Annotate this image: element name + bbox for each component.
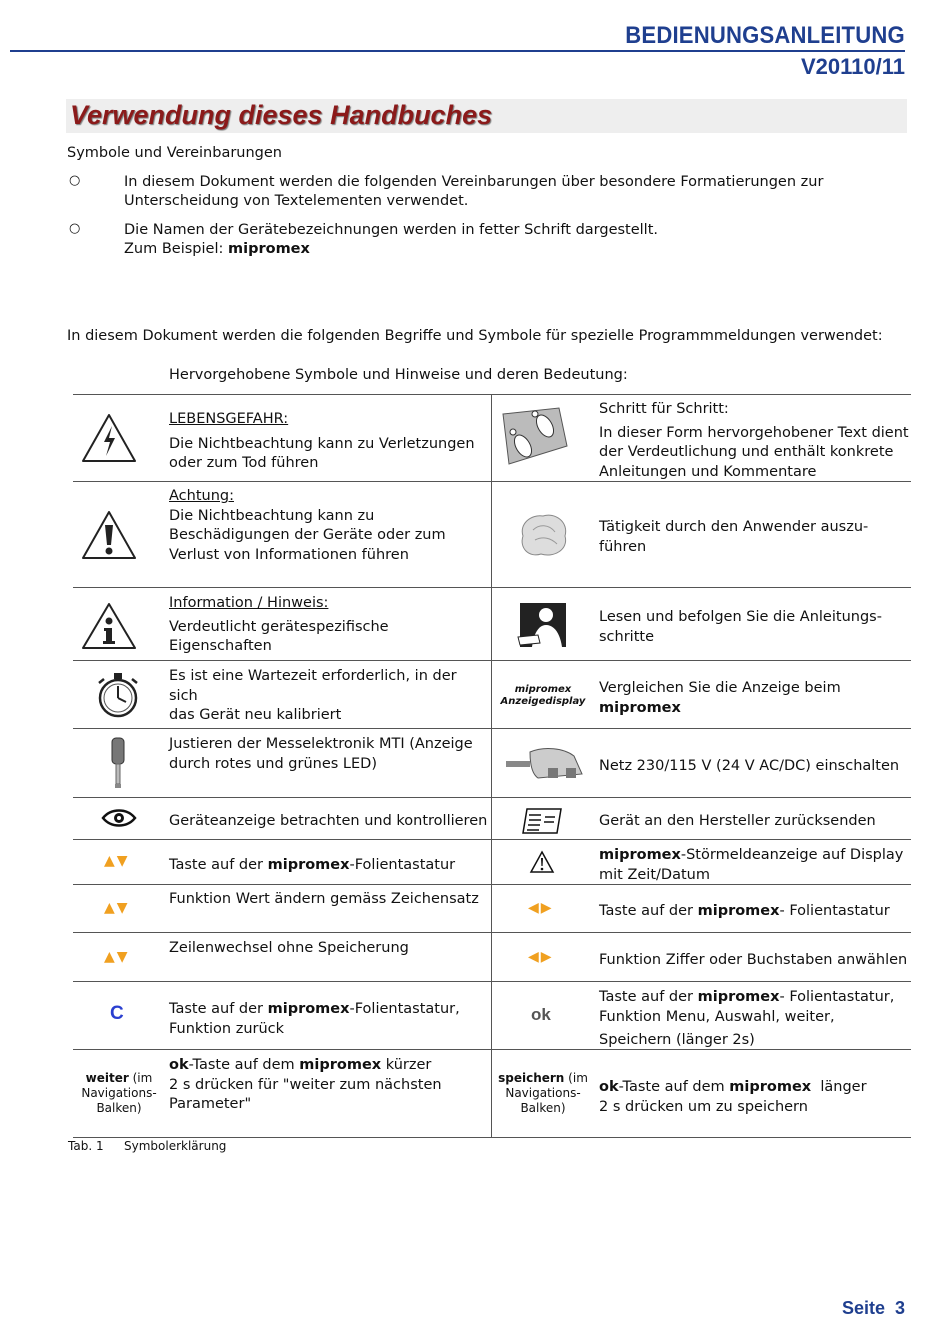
danger-lightning-icon bbox=[79, 411, 139, 465]
weiter-text-line: 2 s drücken für "weiter zum nächsten bbox=[169, 1076, 442, 1093]
change-value-description: Funktion Wert ändern gemäss Zeichensatz bbox=[169, 891, 479, 907]
information-text-line: Verdeutlicht gerätespezifische Eigenschaften bbox=[169, 618, 389, 654]
table-rule bbox=[73, 932, 911, 933]
adjust-text-line: Justieren der Messelektronik MTI (Anzeige bbox=[169, 736, 473, 752]
table-rule bbox=[73, 839, 911, 840]
bullet-2-line-1: Die Namen der Gerätebezeichnungen werden in fetter Schrift dargestellt. bbox=[124, 222, 659, 238]
nav-label-line: Balken) bbox=[520, 1101, 566, 1115]
read-instructions-text-line: schritte bbox=[599, 628, 654, 645]
danger-text-line: oder zum Tod führen bbox=[169, 455, 319, 471]
table-rule bbox=[73, 394, 911, 395]
step-text-line: In dieser Form hervorgehobener Text dient bbox=[599, 424, 909, 441]
table-divider bbox=[491, 394, 492, 1137]
adjust-text-line: durch rotes und grünes LED) bbox=[169, 755, 377, 772]
wait-text-line: das Gerät neu kalibriert bbox=[169, 707, 342, 723]
intro-subtitle: Symbole und Vereinbarungen bbox=[67, 145, 282, 161]
adjust-electronics-description bbox=[169, 735, 489, 774]
keypad-key-description: Taste auf der mipromex-Folientastatur bbox=[169, 857, 456, 873]
power-plug-icon bbox=[503, 743, 585, 783]
compare-text-line: Vergleichen Sie die Anzeige beim bbox=[599, 680, 841, 696]
table-rule bbox=[73, 728, 911, 729]
mipromex-display-label bbox=[496, 684, 590, 708]
warning-exclamation-icon bbox=[79, 508, 139, 562]
display-label-line: mipromex bbox=[514, 684, 572, 695]
table-rule bbox=[73, 797, 911, 798]
left-right-arrow-icon: ◀▶ bbox=[528, 900, 554, 916]
document-version: V20110/11 bbox=[800, 54, 905, 79]
ok-key-text-line: Speichern (länger 2s) bbox=[599, 1032, 755, 1048]
left-right-arrow-icon: ◀▶ bbox=[528, 949, 554, 965]
speichern-navigation-label: speichern (im Navigations- Balken) bbox=[496, 1071, 590, 1116]
information-title: Information / Hinweis: bbox=[169, 595, 329, 611]
power-on-description: Netz 230/115 V (24 V AC/DC) einschalten bbox=[599, 758, 900, 774]
bullet-icon: ○ bbox=[69, 173, 81, 188]
up-down-arrow-icon: ▲▼ bbox=[104, 853, 130, 869]
table-heading: Hervorgehobene Symbole und Hinweise und deren Bedeutung: bbox=[169, 367, 628, 383]
caution-description bbox=[169, 487, 489, 565]
danger-description bbox=[169, 410, 489, 474]
ok-key-text-line: Funktion Menu, Auswahl, weiter, bbox=[599, 1008, 835, 1025]
intro-paragraph: In diesem Dokument werden die folgenden Begriffe und Symbole für spezielle Programmmeldungen verwendet: bbox=[67, 328, 883, 344]
bullet-2-line-2: Zum Beispiel: mipromex bbox=[124, 241, 310, 257]
table-rule bbox=[73, 981, 911, 982]
ok-key-icon: ok bbox=[531, 1005, 551, 1024]
bullet-2 bbox=[124, 221, 658, 259]
weiter-text-line: Parameter" bbox=[169, 1096, 252, 1112]
speichern-text-line: 2 s drücken um zu speichern bbox=[599, 1098, 808, 1115]
weiter-description: ok-Taste auf dem mipromex kürzer 2 s drücken für "weiter zum nächsten Parameter" bbox=[169, 1056, 489, 1115]
page-number: Seite 3 bbox=[841, 1298, 905, 1318]
section-title: Verwendung dieses Handbuches bbox=[70, 100, 493, 130]
bullet-icon: ○ bbox=[69, 221, 81, 236]
view-display-description: Geräteanzeige betrachten und kontrollieren bbox=[169, 813, 488, 829]
table-caption-text: Symbolerklärung bbox=[124, 1139, 227, 1153]
information-icon bbox=[79, 600, 139, 652]
footsteps-icon bbox=[494, 405, 572, 467]
up-down-arrow-icon: ▲▼ bbox=[104, 900, 130, 916]
return-document-icon bbox=[520, 806, 564, 836]
reading-person-icon bbox=[515, 600, 571, 650]
device-name: mipromex bbox=[599, 699, 681, 716]
table-caption-label: Tab. 1 bbox=[68, 1139, 104, 1153]
compare-display-description bbox=[599, 679, 909, 718]
user-action-text-line: Tätigkeit durch den Anwender auszu- bbox=[599, 519, 869, 535]
screwdriver-icon bbox=[104, 735, 132, 791]
read-instructions-description bbox=[599, 608, 909, 647]
wait-calibration-description bbox=[169, 667, 489, 726]
bullet-1-line-1: In diesem Dokument werden die folgenden Vereinbarungen über besondere Formatierungen zur bbox=[124, 174, 824, 190]
return-to-manufacturer-description: Gerät an den Hersteller zurücksenden bbox=[599, 813, 876, 829]
weiter-navigation-label: weiter (im Navigations- Balken) bbox=[76, 1071, 162, 1116]
ok-key-description: Taste auf der mipromex- Folientastatur, Funktion Menu, Auswahl, weiter, Speichern (länger 2s) bbox=[599, 988, 909, 1051]
nav-label-line: Navigations- bbox=[505, 1086, 581, 1100]
read-instructions-text-line: Lesen und befolgen Sie die Anleitungs- bbox=[599, 609, 882, 625]
back-key-text-line: Funktion zurück bbox=[169, 1020, 285, 1037]
c-key-icon: C bbox=[110, 1003, 124, 1024]
step-text-line: der Verdeutlichung und enthält konkrete bbox=[599, 444, 894, 460]
fault-display-description: mipromex-Störmeldeanzeige auf Display mit Zeit/Datum bbox=[599, 846, 909, 885]
user-action-text-line: führen bbox=[599, 538, 647, 555]
nav-label-line: Balken) bbox=[96, 1101, 142, 1115]
caution-text-line: Die Nichtbeachtung kann zu bbox=[169, 507, 375, 524]
table-rule bbox=[73, 660, 911, 661]
stopwatch-icon bbox=[94, 668, 142, 720]
table-rule bbox=[73, 587, 911, 588]
select-digit-description: Funktion Ziffer oder Buchstaben anwählen bbox=[599, 952, 908, 968]
danger-title: LEBENSGEFAHR: bbox=[169, 411, 289, 427]
table-rule bbox=[73, 1137, 911, 1138]
bullet-1 bbox=[124, 173, 823, 211]
document-title: BEDIENUNGSANLEITUNG bbox=[625, 22, 905, 49]
keypad-key-description-right: Taste auf der mipromex- Folientastatur bbox=[599, 903, 890, 919]
information-description bbox=[169, 594, 489, 657]
step-title: Schritt für Schritt: bbox=[599, 401, 729, 417]
speichern-description: ok-Taste auf dem mipromex länger 2 s drücken um zu speichern bbox=[599, 1078, 909, 1117]
step-by-step-description bbox=[599, 400, 909, 482]
step-text-line: Anleitungen und Kommentare bbox=[599, 463, 817, 480]
line-change-description: Zeilenwechsel ohne Speicherung bbox=[169, 940, 409, 956]
header-rule bbox=[10, 50, 905, 52]
caution-text-line: Verlust von Informationen führen bbox=[169, 546, 409, 563]
bullet-1-line-2: Unterscheidung von Textelementen verwendet. bbox=[124, 193, 469, 209]
fault-text-line: mit Zeit/Datum bbox=[599, 866, 710, 883]
caution-title: Achtung: bbox=[169, 488, 234, 504]
caution-text-line: Beschädigungen der Geräte oder zum bbox=[169, 527, 446, 543]
up-down-arrow-icon: ▲▼ bbox=[104, 949, 130, 965]
fault-warning-icon bbox=[528, 849, 556, 875]
display-label-line: Anzeigedisplay bbox=[500, 696, 586, 707]
eye-icon bbox=[100, 806, 138, 830]
hand-icon bbox=[512, 505, 574, 563]
user-action-description bbox=[599, 518, 909, 557]
nav-label-line: Navigations- bbox=[81, 1086, 157, 1100]
back-key-description: Taste auf der mipromex-Folientastatur, Funktion zurück bbox=[169, 1000, 489, 1039]
wait-text-line: Es ist eine Wartezeit erforderlich, in der sich bbox=[169, 668, 457, 704]
danger-text-line: Die Nichtbeachtung kann zu Verletzungen bbox=[169, 435, 475, 452]
